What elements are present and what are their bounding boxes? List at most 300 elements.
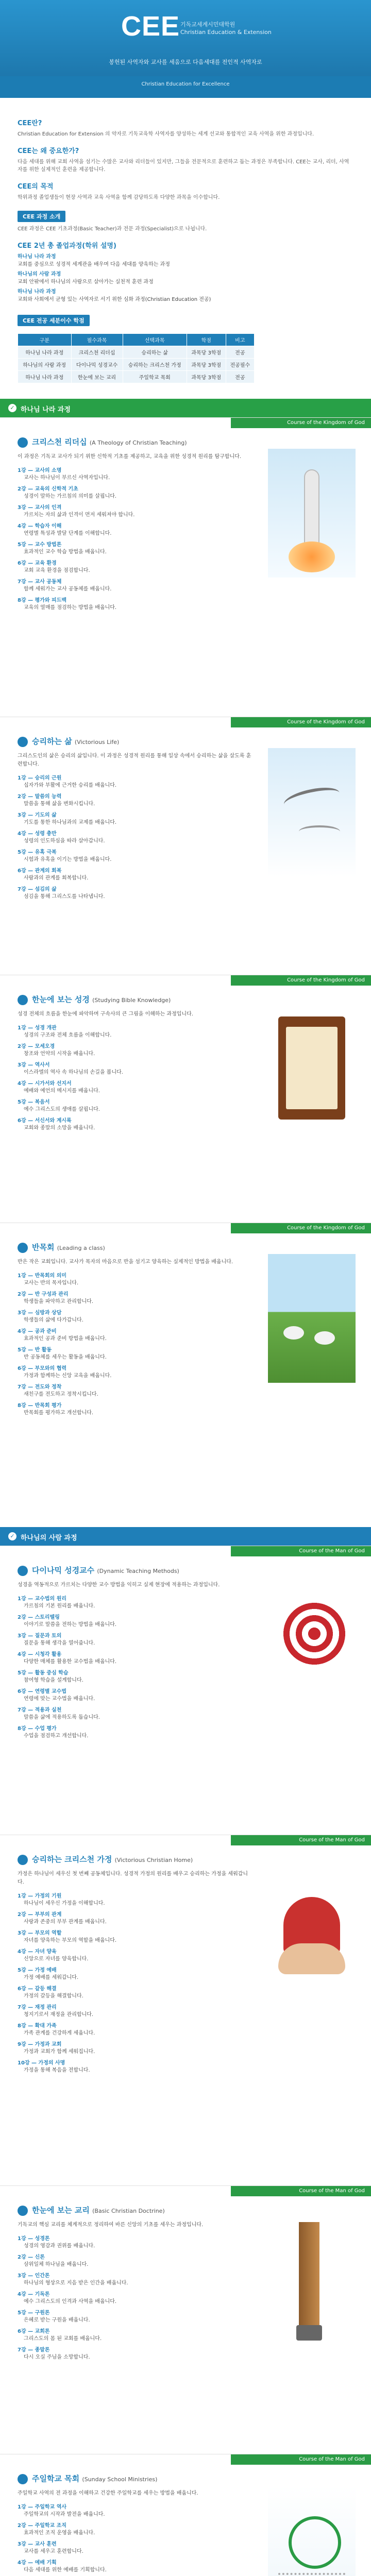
lecture-title: 2강 — 주일학교 조직 [18,2522,67,2529]
lecture-desc: 교육의 열매를 점검하는 방법을 배웁니다. [24,604,117,611]
lecture-desc: 성경이 말하는 가르침의 의미를 살핍니다. [24,493,117,499]
course-illustration [268,1006,356,1135]
lecture-title: 7강 — 섬김의 삶 [18,886,57,892]
lecture-desc: 질문을 통해 생각을 열어줍니다. [24,1640,95,1646]
lecture-desc: 가정과 교회가 함께 세워집니다. [24,2048,95,2055]
course-title-en: (Sunday School Ministries) [82,2476,158,2483]
lecture-desc: 학생들의 삶에 다가갑니다. [24,1317,83,1323]
list-item [18,1930,252,1944]
credit-table [18,333,255,383]
bullet-key: 하나님 나라 과정 [18,289,56,295]
course-ribbon: Course of the Man of God [231,2454,371,2465]
lecture-title: 1강 — 반목회의 의미 [18,1273,67,1279]
strip-label: 하나님 나라 과정 [21,406,71,414]
lecture-title: 4강 — 예배 기획 [18,2560,57,2566]
credit-table-tag: CEE 전공 세분이수 학점 [18,315,90,326]
lecture-title: 7강 — 재정 관리 [18,2004,57,2010]
lecture-title: 8강 — 확대 가족 [18,2023,57,2029]
course-lecture-list [18,467,252,612]
list-item [18,775,252,789]
table-cell: 승리하는 삶 [123,346,187,359]
lecture-title: 6강 — 서신서와 계시록 [18,1117,72,1124]
bullet-desc: 교회 안팎에서 하나님의 사람으로 살아가는 실천적 훈련 과정 [18,279,154,285]
course-title-text: 주일학교 목회 [32,2474,80,2483]
course-ribbon: Course of the Man of God [231,1546,371,1556]
table-cell: 하나님 나라 과정 [18,346,72,359]
lecture-desc: 창조와 언약의 시작을 배웁니다. [24,1050,95,1057]
lecture-desc: 기도를 통한 하나님과의 교제를 배웁니다. [24,819,117,825]
list-item [18,2347,252,2361]
lecture-title: 5강 — 가정 예배 [18,1967,57,1973]
course-title [18,994,252,1005]
course-title-en: (Studying Bible Knowledge) [92,997,171,1004]
graduation-course-list [18,253,353,303]
lecture-desc: 예배와 예언의 메시지를 배웁니다. [24,1088,100,1094]
list-item [18,1948,252,1963]
course-illustration [268,2217,356,2346]
lecture-title: 5강 — 복음서 [18,1099,50,1105]
course-title-text: 한눈에 보는 성경 [32,995,90,1004]
list-item [18,1080,252,1095]
lecture-title: 7강 — 종말론 [18,2347,50,2353]
list-item [18,1633,252,1647]
course-ribbon: Course of the Kingdom of God [231,975,371,986]
man-of-god-course-strip [0,1527,371,1546]
list-item [18,467,252,482]
list-item [18,560,252,574]
course-section [0,975,371,1223]
list-item [18,2328,252,2343]
course-bullet-icon [18,737,28,747]
lecture-desc: 삼위일체 하나님을 배웁니다. [24,2261,89,2267]
list-item [18,253,353,268]
list-item [18,2254,252,2268]
lecture-title: 8강 — 수업 평가 [18,1725,57,1732]
list-item [18,523,252,537]
lecture-title: 6강 — 부모와의 협력 [18,1365,67,1371]
list-item [18,579,252,593]
lecture-desc: 이스라엘의 역사 속 하나님의 손길을 봅니다. [24,1069,123,1075]
course-bullet-icon [18,1566,28,1576]
course-bullet-icon [18,2206,28,2216]
course-lecture-list [18,1893,252,2074]
lecture-desc: 은혜로 받는 구원을 배웁니다. [24,2317,90,2323]
kingdom-course-strip [0,399,371,417]
course-lecture-list [18,775,252,901]
course-ribbon: Course of the Kingdom of God [231,717,371,727]
course-section [0,1835,371,2185]
lecture-title: 8강 — 반목회 평가 [18,1402,62,1409]
course-ribbon: Course of the Man of God [231,2186,371,2196]
strip-label: 하나님의 사람 과정 [21,1534,77,1542]
table-cell: 한눈에 보는 교리 [71,371,123,383]
list-item [18,2560,252,2574]
lecture-desc: 함께 세워가는 교사 공동체를 배웁니다. [24,586,112,592]
lecture-desc: 가르치는 자의 삶과 인격이 먼저 세워져야 합니다. [24,512,135,518]
course-ribbon: Course of the Kingdom of God [231,418,371,428]
list-item [18,2004,252,2019]
cee-logo: CEE [121,11,180,42]
list-item [18,1614,252,1629]
list-item [18,597,252,612]
lecture-desc: 사람과의 관계를 회복합니다. [24,875,89,881]
hero-tagline-2: Christian Education for Excellence [141,81,230,87]
table-cell: 하나님 나라 과정 [18,371,72,383]
lecture-desc: 하나님이 세우신 가정을 이해합니다. [24,1900,105,1906]
course-section [0,1223,371,1512]
lecture-desc: 말씀을 삶에 적용하도록 돕습니다. [24,1714,100,1720]
table-header: 구분 [18,334,72,346]
course-bullet-icon [18,437,28,448]
lecture-desc: 교사는 반의 목자입니다. [24,1280,79,1286]
lecture-title: 6강 — 연령별 교수법 [18,1688,67,1694]
lecture-title: 3강 — 부모의 역할 [18,1930,62,1936]
table-cell: 주일학교 목회 [123,371,187,383]
lecture-desc: 연령에 맞는 교수법을 배웁니다. [24,1696,95,1702]
table-cell: 전공 [226,371,254,383]
course-description: 성경을 역동적으로 가르치는 다양한 교수 방법을 익히고 실제 현장에 적용하는 과정입니다. [18,1582,220,1588]
course-illustration [268,449,356,578]
lecture-desc: 학생들을 파악하고 관리합니다. [24,1298,94,1304]
list-item [18,1043,252,1058]
course-ribbon: Course of the Kingdom of God [231,1223,371,1233]
why-cee-title: CEE는 왜 중요한가? [18,147,79,155]
bullet-desc: 교회와 사회에서 균형 있는 사역자로 서기 위한 심화 과정(Christian Education 전공) [18,297,211,302]
bullet-key: 하나님 나라 과정 [18,254,56,260]
lecture-title: 2강 — 모세오경 [18,1043,55,1049]
table-header: 학점 [187,334,226,346]
course-bullet-icon [18,995,28,1005]
table-row [18,359,255,371]
list-item [18,2291,252,2306]
list-item [18,2060,252,2074]
lecture-title: 1강 — 승리의 근원 [18,775,62,781]
course-section [0,2454,371,2576]
list-item [18,486,252,500]
lecture-title: 3강 — 기도의 삶 [18,812,57,818]
lecture-desc: 가정의 갈등을 해결합니다. [24,1993,83,1999]
lecture-desc: 십자가와 부활에 근거한 승리를 배웁니다. [24,782,117,788]
list-item [18,868,252,882]
list-item [18,1025,252,1039]
course-title-en: (Dynamic Teaching Methods) [97,1568,179,1574]
course-illustration [268,748,356,877]
list-item [18,2504,252,2518]
lecture-desc: 성경의 구조와 전체 흐름을 이해합니다. [24,1032,112,1038]
lecture-title: 5강 — 유혹 극복 [18,849,57,855]
lecture-title: 4강 — 학습자 이해 [18,523,62,529]
table-cell: 전공 [226,346,254,359]
lecture-desc: 신앙으로 자녀를 양육합니다. [24,1956,89,1962]
bullet-desc: 교회를 중심으로 성경적 세계관을 배우며 다음 세대를 양육하는 과정 [18,262,170,267]
table-header: 필수과목 [71,334,123,346]
table-cell: 과목당 3학점 [187,359,226,371]
list-item [18,1347,252,1361]
logo-subtitle [180,21,272,36]
list-item [18,1365,252,1380]
lecture-title: 5강 — 교수 방법론 [18,541,62,548]
table-cell: 승리하는 크리스천 가정 [123,359,187,371]
course-description: 가정은 하나님이 세우신 첫 번째 공동체입니다. 성경적 가정의 원리를 배우고 승리하는 가정을 세워갑니다. [18,1871,248,1885]
list-item [18,1117,252,1132]
course-section [0,2185,371,2454]
logo-sub-line-2: Christian Education & Extension [180,29,272,36]
lecture-title: 5강 — 반 활동 [18,1347,52,1353]
course-lecture-list [18,1596,252,1740]
course-illustration [268,2485,356,2576]
logo-sub-line-1: 기독교세계시민대학원 [180,21,235,28]
course-lecture-list [18,2235,252,2361]
course-description: 주일학교 사역의 전 과정을 이해하고 건강한 주일학교를 세우는 방법을 배웁니다. [18,2490,198,2496]
list-item [18,1596,252,1610]
lecture-desc: 섬김을 통해 그리스도를 나타냅니다. [24,893,105,900]
course-description: 성경 전체의 흐름을 한눈에 파악하며 구속사의 큰 그림을 이해하는 과정입니다. [18,1011,193,1017]
lecture-desc: 교회와 종말의 소망을 배웁니다. [24,1125,95,1131]
lecture-desc: 교회 교육 환경을 점검합니다. [24,567,90,573]
lecture-title: 3강 — 질문과 토의 [18,1633,62,1639]
course-illustration [268,1577,356,1706]
lecture-desc: 다양한 매체를 활용한 교수법을 배웁니다. [24,1658,117,1665]
hero-banner [0,0,371,98]
lecture-title: 7강 — 전도와 정착 [18,1384,62,1390]
lecture-desc: 말씀을 통해 삶을 변화시킵니다. [24,801,95,807]
intro-section [0,98,371,383]
lecture-desc: 가르침의 기본 원리를 배웁니다. [24,1603,95,1609]
course-description: 반은 작은 교회입니다. 교사가 목자의 마음으로 반을 섬기고 양육하는 실제적인 방법을 배웁니다. [18,1259,233,1265]
table-cell: 하나님의 사람 과정 [18,359,72,371]
list-item [18,1273,252,1287]
course-title [18,1565,252,1576]
lecture-desc: 가족 관계를 건강하게 세웁니다. [24,2030,95,2036]
list-item [18,2273,252,2287]
lecture-title: 1강 — 교사의 소명 [18,467,62,473]
list-item [18,2522,252,2537]
list-item [18,1062,252,1076]
course-title [18,2205,252,2216]
lecture-title: 4강 — 성령 충만 [18,831,57,837]
course-title-text: 크리스천 리더십 [32,437,87,447]
list-item [18,504,252,519]
lecture-title: 2강 — 교육의 신학적 기초 [18,486,78,492]
list-item [18,1099,252,1113]
check-icon: ✓ [8,404,16,412]
course-description: 그리스도인의 삶은 승리의 삶입니다. 이 과정은 성경적 원리를 통해 일상 속에서 승리하는 삶을 살도록 훈련합니다. [18,753,251,767]
course-title-en: (A Theology of Christian Teaching) [89,439,187,446]
lecture-title: 9강 — 가정과 교회 [18,2041,62,2047]
what-is-cee-title: CEE란? [18,120,42,127]
list-item [18,1967,252,1981]
lecture-desc: 새친구를 전도하고 정착시킵니다. [24,1391,98,1397]
lecture-title: 4강 — 시가서와 선지서 [18,1080,72,1087]
list-item [18,849,252,863]
lecture-desc: 성령의 인도하심을 따라 살아갑니다. [24,838,105,844]
list-item [18,1986,252,2000]
list-item [18,1291,252,1306]
table-row [18,346,255,359]
course-bullet-icon [18,1243,28,1253]
list-item [18,1384,252,1398]
cee-purpose-title: CEE의 목적 [18,183,54,191]
course-title-text: 승리하는 크리스천 가정 [32,1855,112,1864]
lecture-desc: 하나님의 형상으로 지음 받은 인간을 배웁니다. [24,2280,128,2286]
lecture-title: 2강 — 말씀의 능력 [18,793,62,800]
man-of-god-course-list [0,1546,371,2576]
course-intro-text: CEE 과정은 CEE 기초과정(Basic Teacher)과 전문 과정(Specialist)으로 나뉩니다. [18,226,207,232]
lecture-title: 5강 — 구원론 [18,2310,50,2316]
lecture-desc: 다음 세대를 위한 예배를 기획합니다. [24,2567,107,2573]
lecture-title: 2강 — 신론 [18,2254,45,2260]
table-cell: 과목당 3학점 [187,371,226,383]
list-item [18,812,252,826]
lecture-desc: 주일학교의 시작과 발전을 배웁니다. [24,2511,105,2517]
course-illustration [268,1254,356,1383]
lecture-desc: 반목회를 평가하고 개선합니다. [24,1410,94,1416]
list-item [18,1328,252,1343]
course-title-text: 한눈에 보는 교리 [32,2206,90,2215]
lecture-title: 2강 — 부부의 관계 [18,1911,62,1918]
lecture-title: 4강 — 기독론 [18,2291,50,2297]
hero-tagline: 봉헌된 사역자와 교사를 세움으로 다음세대를 전인적 사역자로 [109,59,262,65]
course-title-text: 반목회 [32,1243,55,1252]
table-row [18,371,255,383]
lecture-title: 3강 — 교사의 인격 [18,504,62,511]
list-item [18,1707,252,1721]
lecture-desc: 성경의 영감과 권위를 배웁니다. [24,2243,95,2249]
course-lecture-list [18,1273,252,1417]
bullet-key: 하나님의 사람 과정 [18,272,61,277]
lecture-title: 5강 — 활동 중심 학습 [18,1670,69,1676]
list-item [18,1893,252,1907]
table-cell: 다이나믹 성경교수 [71,359,123,371]
course-title-text: 다이나믹 성경교수 [32,1566,95,1575]
list-item [18,1911,252,1926]
list-item [18,541,252,556]
list-item [18,1310,252,1324]
lecture-title: 6강 — 교육 환경 [18,560,57,566]
list-item [18,831,252,845]
lecture-title: 8강 — 평가와 피드백 [18,597,67,603]
list-item [18,793,252,808]
course-title-en: (Victorious Life) [74,739,120,745]
lecture-title: 1강 — 가정의 기원 [18,1893,62,1899]
why-cee-text: 다음 세대를 위해 교회 사역을 섬기는 수많은 교사와 리더들이 있지만, 그들을 전문적으로 훈련하고 돕는 과정은 부족합니다. CEE는 교사, 리더, 사역자를 위한 실제적인 훈련을 제공합니다. [18,159,349,173]
list-item [18,2041,252,2056]
lecture-desc: 사랑과 존중의 부부 관계를 배웁니다. [24,1919,107,1925]
lecture-desc: 반 공동체를 세우는 활동을 배웁니다. [24,1354,107,1360]
lecture-desc: 시험과 유혹을 이기는 방법을 배웁니다. [24,856,112,862]
lecture-desc: 예수 그리스도의 생애를 살핍니다. [24,1106,100,1112]
course-description: 이 과정은 기독교 교사가 되기 위한 신학적 기초를 제공하고, 교육을 위한 성경적 원리를 탐구합니다. [18,453,242,460]
lecture-desc: 효과적인 교수 학습 방법을 배웁니다. [24,549,107,555]
check-icon: ✓ [8,1532,16,1540]
list-item [18,2023,252,2037]
table-cell: 과목당 3학점 [187,346,226,359]
table-cell: 크리스천 리더십 [71,346,123,359]
lecture-desc: 자녀를 양육하는 부모의 역할을 배웁니다. [24,1937,117,1943]
lecture-desc: 참여형 학습을 설계합니다. [24,1677,83,1683]
lecture-desc: 교사는 하나님이 부르신 사역자입니다. [24,474,110,481]
lecture-title: 7강 — 교사 공동체 [18,579,62,585]
lecture-title: 3강 — 역사서 [18,1062,50,1068]
course-title [18,436,252,448]
list-item [18,1402,252,1417]
course-ribbon: Course of the Man of God [231,1835,371,1845]
course-lecture-list [18,1025,252,1132]
list-item [18,886,252,901]
lecture-title: 10강 — 가정의 사명 [18,2060,65,2066]
table-header-row [18,334,255,346]
lecture-desc: 다시 오실 주님을 소망합니다. [24,2354,90,2360]
course-intro-tag: CEE 과정 소개 [18,211,65,222]
hero-bottom-bar [0,76,371,98]
list-item [18,1651,252,1666]
course-bullet-icon [18,1855,28,1865]
lecture-title: 2강 — 반 구성과 관리 [18,1291,69,1297]
lecture-desc: 가정 예배를 세워갑니다. [24,1974,79,1980]
course-illustration [268,1866,356,1995]
table-header: 선택과목 [123,334,187,346]
course-description: 기독교의 핵심 교리를 체계적으로 정리하여 바른 신앙의 기초를 세우는 과정입니다. [18,2222,204,2228]
lecture-title: 6강 — 관계의 회복 [18,868,62,874]
course-title-en: (Basic Christian Doctrine) [92,2208,165,2214]
list-item [18,288,353,303]
course-title [18,736,252,747]
course-title-en: (Leading a class) [57,1245,105,1251]
lecture-desc: 그리스도의 몸 된 교회를 배웁니다. [24,2335,102,2342]
list-item [18,1725,252,1740]
lecture-title: 6강 — 갈등 해결 [18,1986,57,1992]
lecture-title: 4강 — 공과 준비 [18,1328,57,1334]
lecture-title: 1강 — 교수법의 원리 [18,1596,67,1602]
lecture-desc: 교사를 세우고 훈련합니다. [24,2548,83,2554]
list-item [18,2235,252,2250]
lecture-desc: 청지기로서 재정을 관리합니다. [24,2011,94,2018]
kingdom-course-list [0,417,371,1512]
lecture-desc: 효과적인 공과 준비 방법을 배웁니다. [24,1335,107,1342]
lecture-title: 3강 — 심방과 상담 [18,1310,62,1316]
course-section [0,717,371,975]
lecture-title: 1강 — 주일학교 역사 [18,2504,67,2510]
course-section [0,1546,371,1835]
lecture-desc: 효과적인 조직 운영을 배웁니다. [24,2530,95,2536]
table-header: 비고 [226,334,254,346]
list-item [18,1688,252,1703]
lecture-desc: 연령별 특성과 발달 단계를 이해합니다. [24,530,112,536]
course-title-en: (Victorious Christian Home) [114,1857,193,1863]
lecture-title: 7강 — 적용과 실천 [18,1707,62,1713]
lecture-title: 3강 — 교사 훈련 [18,2541,57,2547]
lecture-desc: 수업을 점검하고 개선합니다. [24,1733,89,1739]
lecture-title: 1강 — 성경 개관 [18,1025,57,1031]
graduation-course-title: CEE 2년 총 졸업과정(학위 설명) [18,242,116,250]
lecture-desc: 가정과 함께하는 신앙 교육을 배웁니다. [24,1372,112,1379]
lecture-title: 4강 — 자녀 양육 [18,1948,57,1955]
lecture-title: 2강 — 스토리텔링 [18,1614,60,1620]
list-item [18,270,353,286]
course-title-text: 승리하는 삶 [32,737,72,746]
lecture-title: 3강 — 인간론 [18,2273,50,2279]
cee-purpose-text: 학위과정 졸업생들이 현장 사역과 교육 사역을 함께 감당하도록 다양한 과목을 이수합니다. [18,195,220,200]
what-is-cee-text: Christian Education for Extension 의 약자로 기독교육학 사역자를 양성하는 세계 선교와 통합적인 교육 사역을 위한 과정입니다. [18,131,314,137]
table-cell: 전공필수 [226,359,254,371]
course-bullet-icon [18,2474,28,2484]
list-item [18,1670,252,1684]
lecture-desc: 이야기로 말씀을 전하는 방법을 배웁니다. [24,1621,117,1628]
course-title [18,2473,252,2484]
lecture-desc: 가정을 통해 복음을 전합니다. [24,2067,90,2073]
course-title [18,1242,252,1253]
lecture-title: 1강 — 성경론 [18,2235,50,2242]
